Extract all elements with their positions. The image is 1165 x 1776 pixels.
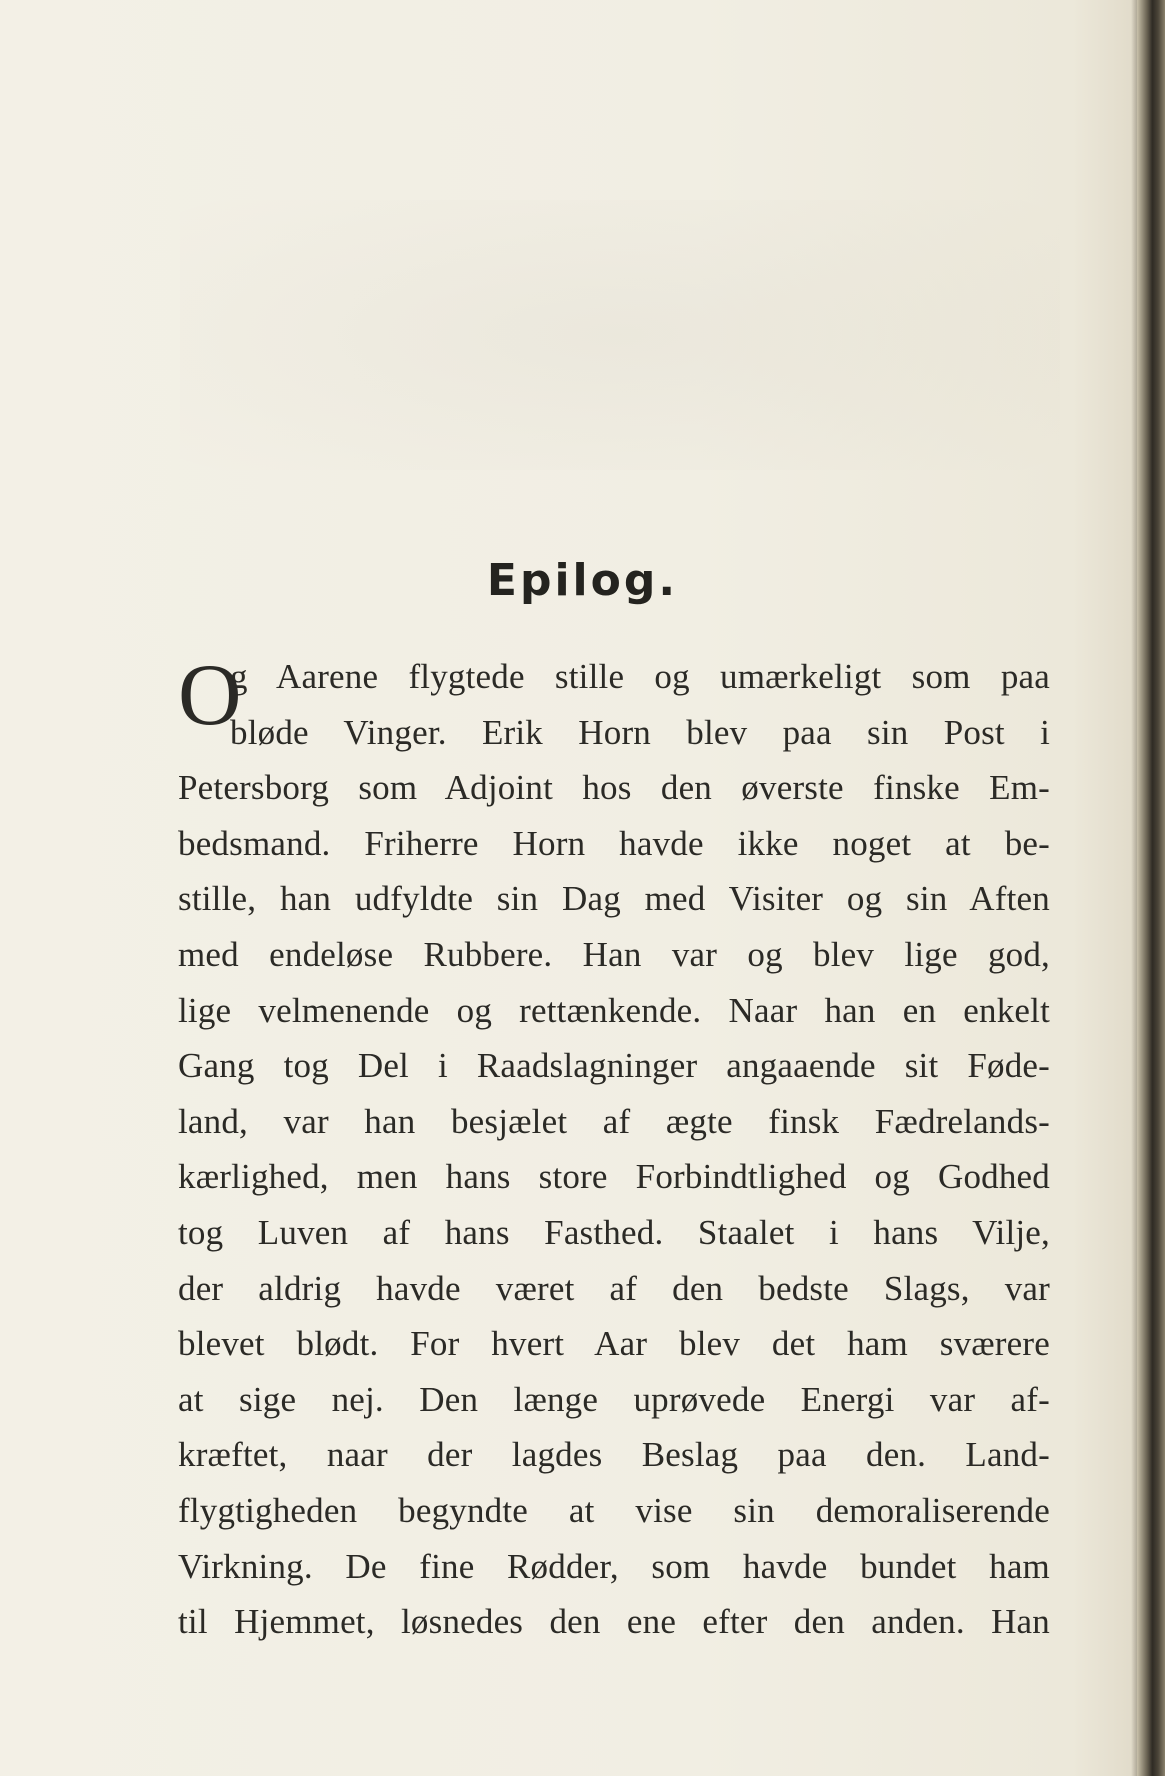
drop-cap-initial: O — [178, 647, 242, 744]
text-line: bløde Vinger. Erik Horn blev paa sin Post i — [230, 712, 1050, 752]
text-line: til Hjemmet, løsnedes den ene efter den anden. Han — [178, 1602, 1050, 1642]
text-line: flygtigheden begyndte at vise sin demoraliserende — [178, 1490, 1050, 1530]
text-line: Virkning. De fine Rødder, som havde bundet ham — [178, 1546, 1050, 1586]
text-line: med endeløse Rubbere. Han var og blev lige god, — [178, 934, 1050, 974]
text-line: stille, han udfyldte sin Dag med Visiter og sin Aften — [178, 879, 1050, 919]
text-line: lige velmenende og rettænkende. Naar han en enkelt — [178, 990, 1050, 1030]
bleed-through-shadow — [180, 200, 1060, 470]
text-line: Gang tog Del i Raadslagninger angaaende sit Føde- — [178, 1046, 1050, 1086]
text-line: blevet blødt. For hvert Aar blev det ham sværere — [178, 1324, 1050, 1364]
text-line: kræftet, naar der lagdes Beslag paa den. Land- — [178, 1435, 1050, 1475]
book-spine-edge — [1137, 0, 1165, 1776]
text-line: at sige nej. Den længe uprøvede Energi var af- — [178, 1379, 1050, 1419]
chapter-title: Epilog. — [486, 555, 679, 606]
text-line: Petersborg som Adjoint hos den øverste finske Em- — [178, 768, 1050, 808]
text-line: tog Luven af hans Fasthed. Staalet i hans Vilje, — [178, 1212, 1050, 1252]
text-line: bedsmand. Friherre Horn havde ikke noget at be- — [178, 823, 1050, 863]
text-line: land, var han besjælet af ægte finsk Fædrelands- — [178, 1101, 1050, 1141]
text-line: g Aarene flygtede stille og umærkeligt som paa — [230, 657, 1050, 696]
body-text — [178, 649, 1050, 1650]
text-line: kærlighed, men hans store Forbindtlighed og Godhed — [178, 1157, 1050, 1197]
text-line: der aldrig havde været af den bedste Slags, var — [178, 1268, 1050, 1308]
